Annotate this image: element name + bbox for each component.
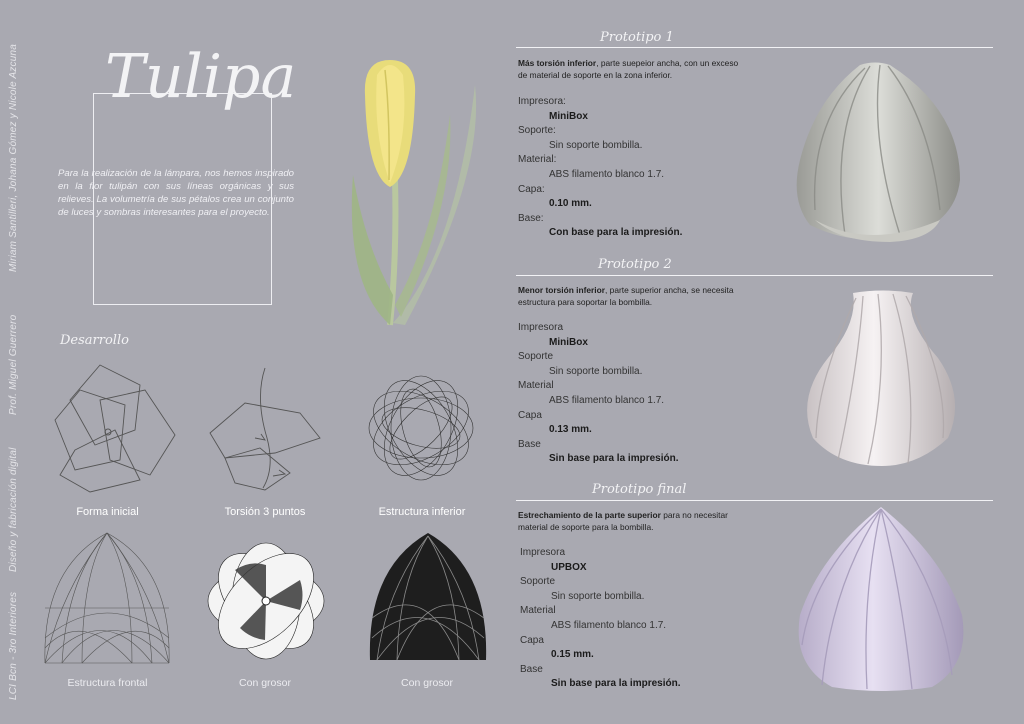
side-school: LCI Bcn - 3ro Interiores	[8, 591, 19, 700]
prototype-2-specs	[518, 321, 748, 467]
p3-support-label: Soporte	[520, 576, 556, 588]
prototype-final-desc-rest: para no necesitar material de soporte para la bombilla.	[518, 510, 728, 532]
p3-material: ABS filamento blanco 1.7.	[551, 619, 667, 631]
prototype-2-photo	[798, 288, 966, 468]
caption-front-structure: Estructura frontal	[67, 677, 148, 689]
prototype-2-description	[518, 284, 746, 308]
p3-base-label: Base	[520, 663, 543, 675]
p3-layer: 0.15 mm.	[551, 649, 594, 661]
caption-thickness-front: Con grosor	[401, 677, 453, 689]
tulip-image	[335, 55, 500, 330]
p1-base: Con base para la impresión.	[549, 227, 683, 239]
p2-support: Sin soporte bombilla.	[549, 365, 643, 377]
p2-printer: MiniBox	[549, 336, 588, 348]
side-course: Diseño y fabricación digital	[8, 447, 19, 572]
caption-initial-shape: Forma inicial	[76, 506, 139, 518]
torsion-drawing	[205, 358, 330, 498]
lower-structure-drawing	[365, 372, 477, 484]
p2-support-label: Soporte	[518, 351, 554, 363]
prototype-final-photo	[792, 505, 970, 693]
prototype-2-rule	[516, 275, 993, 276]
thickness-top-drawing	[205, 540, 327, 662]
p3-printer: UPBOX	[551, 561, 587, 573]
prototype-final-rule	[516, 500, 993, 501]
p2-printer-label: Impresora	[518, 322, 564, 333]
side-professor: Prof. Miguel Guerrero	[8, 314, 19, 415]
p3-material-label: Material	[520, 605, 556, 617]
development-heading: Desarrollo	[60, 333, 129, 348]
p1-printer-label: Impresora:	[518, 96, 566, 107]
page-title: Tulipa	[105, 42, 297, 112]
p1-layer: 0.10 mm.	[549, 198, 592, 210]
p1-material-label: Material:	[518, 154, 557, 166]
prototype-1-specs	[518, 95, 748, 241]
p1-base-label: Base:	[518, 212, 544, 224]
prototype-1-description	[518, 57, 746, 81]
initial-shape-drawing	[40, 360, 180, 495]
p2-layer: 0.13 mm.	[549, 424, 592, 436]
side-authors: Miriam Santilleri, Johana Gómez y Nicole Azcuna	[8, 43, 19, 272]
front-structure-drawing	[42, 528, 172, 668]
p3-layer-label: Capa	[520, 634, 544, 646]
p1-support: Sin soporte bombilla.	[549, 139, 643, 151]
caption-lower-structure: Estructura inferior	[378, 506, 466, 518]
prototype-final-desc-bold: Estrechamiento de la parte superior	[518, 510, 661, 520]
p2-base-label: Base	[518, 438, 541, 450]
thickness-front-drawing	[367, 528, 489, 668]
p3-printer-label: Impresora	[520, 547, 566, 558]
caption-thickness-top: Con grosor	[239, 677, 291, 689]
prototype-2-desc-rest: , parte superior ancha, se necesita estructura para soportar la bombilla.	[518, 285, 734, 307]
p1-material: ABS filamento blanco 1.7.	[549, 168, 665, 180]
prototype-1-desc-rest: , parte suepeior ancha, con un exceso de material de soporte en la zona inferior.	[518, 58, 739, 80]
p2-material-label: Material	[518, 380, 554, 392]
prototype-1-desc-bold: Más torsión inferior	[518, 58, 597, 68]
p2-base: Sin base para la impresión.	[549, 453, 679, 465]
p3-support: Sin soporte bombilla.	[551, 590, 645, 602]
prototype-2-heading: Prototipo 2	[598, 257, 672, 272]
caption-torsion: Torsión 3 puntos	[224, 506, 306, 518]
p2-layer-label: Capa	[518, 409, 542, 421]
prototype-final-heading: Prototipo final	[592, 482, 687, 497]
prototype-1-photo	[790, 60, 970, 245]
prototype-1-rule	[516, 47, 993, 48]
p2-material: ABS filamento blanco 1.7.	[549, 394, 665, 406]
prototype-final-specs	[520, 546, 750, 692]
p1-printer: MiniBox	[549, 110, 588, 122]
p1-support-label: Soporte:	[518, 125, 556, 137]
prototype-2-desc-bold: Menor torsión inferior	[518, 285, 606, 295]
intro-text: Para la realización de la lámpara, nos hemos inspirado en la flor tulipán con sus líneas orgánicas y sus relieves. La volumetría de sus pétalos crea un conjunto de luces y sombras interesantes para el proyecto.	[58, 168, 294, 218]
p3-base: Sin base para la impresión.	[551, 678, 681, 690]
prototype-1-heading: Prototipo 1	[600, 30, 674, 45]
p1-layer-label: Capa:	[518, 183, 545, 195]
prototype-final-description	[518, 509, 746, 533]
